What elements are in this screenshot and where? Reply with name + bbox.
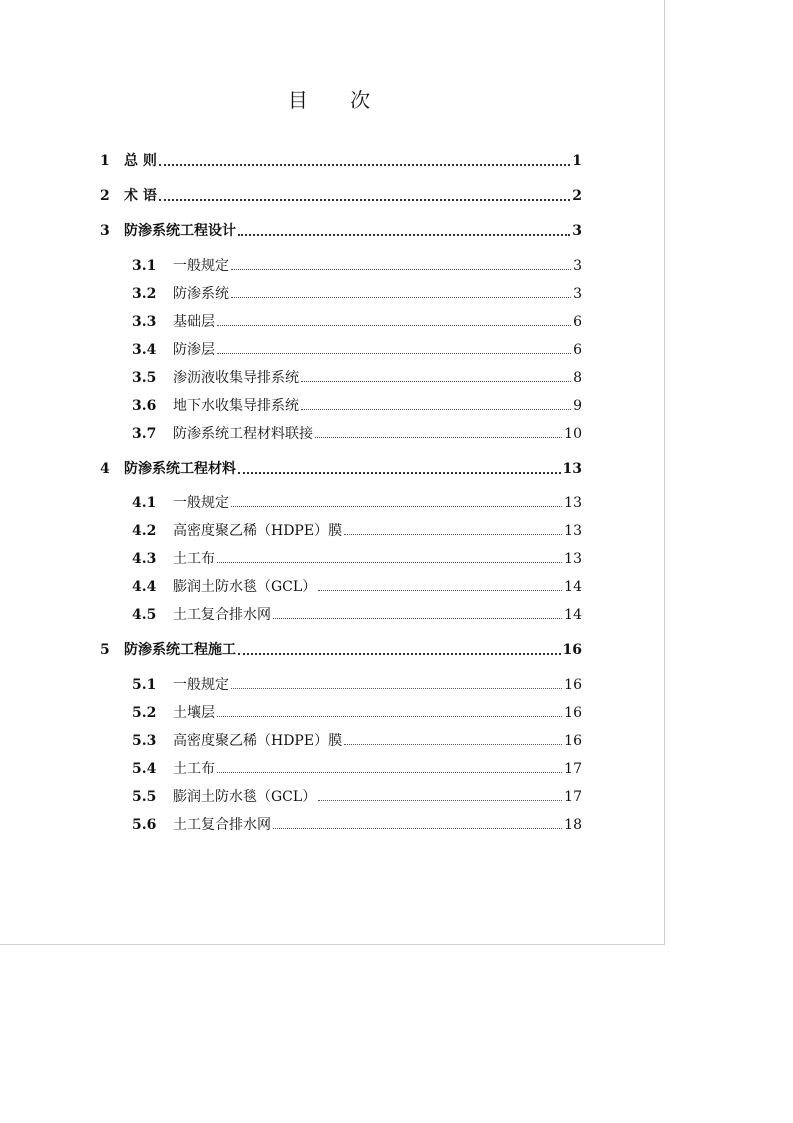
toc-entry[interactable] [132, 812, 582, 834]
toc-dot-leader [217, 353, 571, 354]
toc-dot-leader [238, 234, 570, 236]
toc-entry-page: 6 [573, 342, 582, 358]
toc-entry-number: 4.2 [132, 523, 157, 539]
toc-entry-number: 5.2 [132, 705, 157, 721]
toc-dot-leader [318, 800, 562, 801]
toc-entry-label: 防渗层 [173, 342, 215, 358]
toc-dot-leader [231, 688, 562, 689]
toc-entry-label: 一般规定 [173, 495, 229, 511]
toc-entry-number: 5.4 [132, 761, 157, 777]
toc-dot-leader [344, 744, 562, 745]
toc-entry[interactable] [100, 148, 582, 170]
toc-dot-leader [217, 716, 562, 717]
toc-dot-leader [231, 506, 562, 507]
toc-entry-page: 13 [564, 495, 582, 511]
toc-entry-number: 3.3 [132, 314, 157, 330]
toc-dot-leader [231, 297, 571, 298]
toc-entry-label: 高密度聚乙稀（HDPE）膜 [173, 523, 343, 539]
toc-entry[interactable] [132, 784, 582, 806]
page-title: 目 次 [287, 88, 389, 112]
toc-entry-page: 9 [573, 398, 582, 414]
toc-dot-leader [159, 164, 570, 166]
toc-dot-leader [318, 590, 562, 591]
toc-entry-label: 土工复合排水网 [173, 607, 271, 623]
toc-entry-number: 4.4 [132, 579, 157, 595]
toc-entry-number: 5.1 [132, 677, 157, 693]
toc-dot-leader [315, 437, 562, 438]
toc-entry-number: 3.7 [132, 426, 157, 442]
toc-entry-number: 4.1 [132, 495, 157, 511]
toc-entry[interactable] [132, 728, 582, 750]
toc-entry-number: 4.3 [132, 551, 157, 567]
toc-entry-label: 基础层 [173, 314, 215, 330]
toc-entry-page: 18 [564, 817, 582, 833]
toc-entry[interactable] [132, 365, 582, 387]
toc-entry-number: 5.6 [132, 817, 157, 833]
toc-dot-leader [344, 534, 562, 535]
toc-entry[interactable] [132, 672, 582, 694]
toc-entry-page: 1 [572, 153, 582, 169]
toc-entry-page: 14 [564, 607, 582, 623]
toc-entry-label: 防渗系统工程施工 [124, 642, 236, 658]
toc-entry-number: 3.2 [132, 286, 157, 302]
toc-entry-number: 3.1 [132, 258, 157, 274]
toc-entry-label: 术 语 [124, 188, 157, 204]
toc-entry-page: 3 [573, 258, 582, 274]
toc-entry[interactable] [132, 421, 582, 443]
toc-entry-page: 3 [572, 223, 582, 239]
toc-dot-leader [238, 653, 561, 655]
toc-entry-page: 13 [564, 523, 582, 539]
toc-entry-page: 13 [562, 461, 582, 477]
toc-dot-leader [273, 828, 562, 829]
toc-entry-page: 2 [572, 188, 582, 204]
toc-entry-label: 渗沥液收集导排系统 [173, 370, 299, 386]
toc-entry-number: 1 [100, 153, 110, 169]
toc-entry-label: 高密度聚乙稀（HDPE）膜 [173, 733, 343, 749]
toc-entry-page: 16 [562, 642, 582, 658]
toc-entry-label: 土工布 [173, 761, 215, 777]
toc-entry-number: 4.5 [132, 607, 157, 623]
toc-entry-label: 总 则 [124, 153, 157, 169]
toc-dot-leader [217, 325, 571, 326]
toc-entry-number: 3.6 [132, 398, 157, 414]
toc-entry[interactable] [132, 518, 582, 540]
toc-entry-number: 2 [100, 188, 110, 204]
toc-entry[interactable] [100, 218, 582, 240]
toc-entry[interactable] [132, 602, 582, 624]
toc-dot-leader [231, 269, 571, 270]
toc-entry-label: 膨润土防水毯（GCL） [173, 789, 317, 805]
toc-entry-page: 3 [573, 286, 582, 302]
toc-entry-label: 膨润土防水毯（GCL） [173, 579, 317, 595]
toc-dot-leader [159, 199, 570, 201]
toc-entry-number: 5.3 [132, 733, 157, 749]
toc-entry-page: 16 [564, 733, 582, 749]
toc-entry-label: 防渗系统工程材料联接 [173, 426, 313, 442]
toc-dot-leader [301, 409, 571, 410]
toc-entry-number: 3.5 [132, 370, 157, 386]
toc-entry[interactable] [132, 546, 582, 568]
toc-entry-label: 一般规定 [173, 677, 229, 693]
toc-entry-page: 16 [564, 705, 582, 721]
toc-entry-page: 16 [564, 677, 582, 693]
toc-entry-label: 防渗系统工程设计 [124, 223, 236, 239]
toc-dot-leader [238, 472, 561, 474]
toc-dot-leader [301, 381, 571, 382]
toc-entry-page: 6 [573, 314, 582, 330]
toc-entry-label: 土壤层 [173, 705, 215, 721]
toc-entry-label: 地下水收集导排系统 [173, 398, 299, 414]
toc-entry-page: 17 [564, 789, 582, 805]
toc-entry-number: 4 [100, 461, 110, 477]
toc-entry[interactable] [132, 309, 582, 331]
toc-entry-label: 土工复合排水网 [173, 817, 271, 833]
toc-entry-number: 5.5 [132, 789, 157, 805]
toc-entry[interactable] [100, 183, 582, 205]
toc-entry[interactable] [132, 700, 582, 722]
toc-entry-page: 8 [573, 370, 582, 386]
toc-entry[interactable] [132, 574, 582, 596]
toc-dot-leader [217, 562, 562, 563]
toc-entry[interactable] [132, 756, 582, 778]
toc-dot-leader [273, 618, 562, 619]
toc-entry[interactable] [132, 281, 582, 303]
toc-entry-page: 14 [564, 579, 582, 595]
toc-entry-label: 防渗系统工程材料 [124, 461, 236, 477]
toc-entry-label: 土工布 [173, 551, 215, 567]
toc-entry[interactable] [100, 456, 582, 478]
toc-entry-label: 一般规定 [173, 258, 229, 274]
toc-entry[interactable] [132, 490, 582, 512]
toc-entry[interactable] [132, 393, 582, 415]
toc-entry-page: 13 [564, 551, 582, 567]
toc-entry-number: 3.4 [132, 342, 157, 358]
toc-entry[interactable] [100, 637, 582, 659]
toc-entry[interactable] [132, 337, 582, 359]
toc-entry[interactable] [132, 253, 582, 275]
toc-entry-label: 防渗系统 [173, 286, 229, 302]
toc-entry-number: 5 [100, 642, 110, 658]
toc-entry-page: 10 [564, 426, 582, 442]
toc-entry-number: 3 [100, 223, 110, 239]
toc-entry-page: 17 [564, 761, 582, 777]
toc-dot-leader [217, 772, 562, 773]
